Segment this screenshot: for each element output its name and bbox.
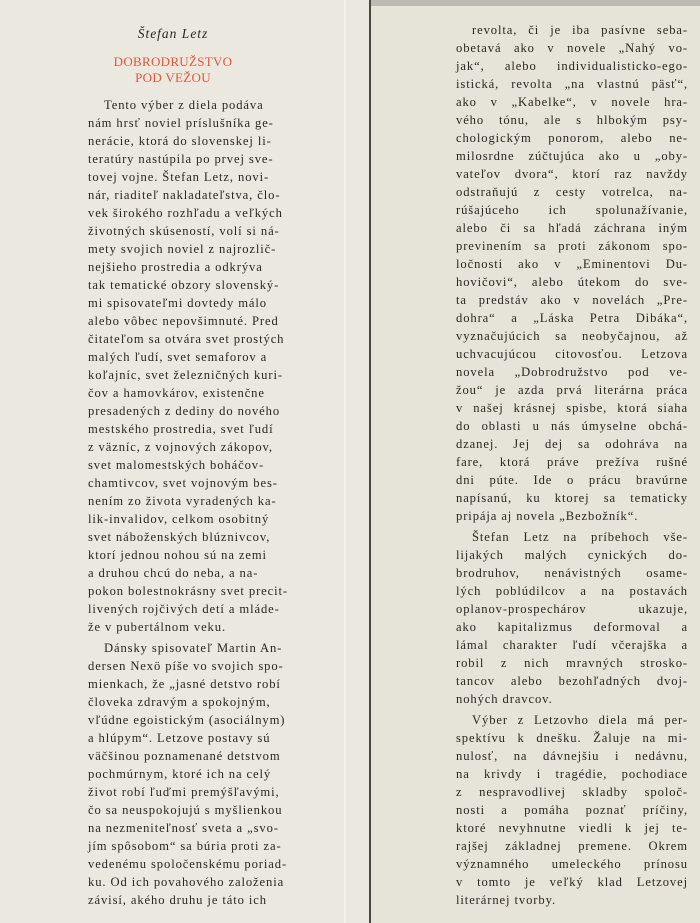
text-line: pokon bolestnokrásny svet precit-: [88, 584, 289, 598]
text-line: mi spisovateľmi dovtedy málo: [88, 296, 267, 310]
text-line: pripája aj novela „Bezbožník“.: [456, 509, 639, 523]
text-line: malých ľudí, svet semaforov a: [88, 350, 268, 364]
text-line: ločnosti ako v „Eminentovi Du-: [456, 257, 688, 271]
text-line: hovičovi“, alebo útekom do sve-: [456, 275, 688, 289]
text-line: nosti a pomáha poznať príčiny,: [456, 803, 688, 817]
paragraph: [456, 528, 688, 708]
flap-edge: [344, 0, 346, 923]
text-line: žou“ je azda prvá literárna práca: [456, 383, 688, 397]
text-line: vľúdne egoistickým (asociálnym): [88, 713, 286, 727]
text-line: čov a hamovkárov, existenčne: [88, 386, 265, 400]
text-line: mienkach, že „jasné detstvo robí: [88, 677, 281, 691]
text-line: presadených z dediny do nového: [88, 404, 281, 418]
text-line: v našej krásnej spisbe, ktorá siaha: [456, 401, 688, 415]
text-line: z väzníc, z vojnových zákopov,: [88, 440, 273, 454]
text-line: dohra“ a „Láska Petra Dibáka“,: [456, 311, 688, 325]
text-line: nohých dravcov.: [456, 692, 553, 706]
text-line: napísanú, ku ktorej sa tematicky: [456, 491, 688, 505]
text-line: jím spôsobom“ sa búria proti za-: [88, 839, 282, 853]
text-line: spektívu k dnešku. Žaluje na mi-: [456, 731, 688, 745]
text-line: dni púte. Ide o prácu bravúrne: [456, 473, 688, 487]
text-line: milosrdne zúčtujúca ako u „oby-: [456, 149, 688, 163]
text-line: mestského prostredia, svet ľudí: [88, 422, 274, 436]
text-line: lijakých malých cynických do-: [456, 548, 688, 562]
text-line: nulosť, na dávnejšiu i nedávnu,: [456, 749, 688, 763]
text-line: ktoré nevyhnutne viedli k jej te-: [456, 821, 688, 835]
text-line: do oblasti u nás úmyselne obchá-: [456, 419, 688, 433]
text-line: chamtivcov, svet vojnovým bes-: [88, 476, 278, 490]
text-line: vateľov dvora“, ktorí raz navždy: [456, 167, 688, 181]
text-line: ako v „Kabelke“, v novele hra-: [456, 95, 688, 109]
text-line: svet náboženských blúznivcov,: [88, 530, 271, 544]
text-line: nár, riaditeľ nakladateľstva, člo-: [88, 188, 281, 202]
text-line: ku. Od ich povahového založenia: [88, 875, 285, 889]
text-line: vedenému spoločenskému poriad-: [88, 857, 288, 871]
text-line: ktorí jednou nohou sú na zemi: [88, 548, 267, 562]
text-line: Tento výber z diela podáva: [104, 98, 264, 112]
text-line: alebo vôbec nepovšimnuté. Pred: [88, 314, 279, 328]
text-line: závisí, akého druhu je táto ich: [88, 893, 267, 907]
text-line: revolta, či je iba pasívne seba-: [472, 23, 688, 37]
text-line: mety svojich noviel z najrozlič-: [88, 242, 277, 256]
text-line: z nespravodlivej skladby spoloč-: [456, 785, 688, 799]
text-line: dzanej. Jej dej sa odohráva na: [456, 437, 688, 451]
text-line: livených rojčivých detí a mláde-: [88, 602, 280, 616]
text-line: odstraňujú z cesty votrelca, na-: [456, 185, 688, 199]
text-line: teratúry nastúpila po prvej sve-: [88, 152, 274, 166]
text-line: chologickým ponorom, alebo ne-: [456, 131, 688, 145]
text-line: vyznačujúcich sa neobyčajnou, až: [456, 329, 688, 343]
text-line: vého tónu, ale s hlbokým psy-: [456, 113, 688, 127]
text-line: Dánsky spisovateľ Martin An-: [104, 641, 283, 655]
text-line: rajšej základnej premene. Okrem: [456, 839, 688, 853]
text-line: lik-invalidov, celkom osobitný: [88, 512, 270, 526]
paragraph: [88, 639, 288, 909]
text-line: tovej vojne. Štefan Letz, novi-: [88, 170, 270, 184]
text-line: vek širokého rozhľadu a veľkých: [88, 206, 283, 220]
text-line: lých poblúdilcov a na postavách: [456, 584, 688, 598]
text-line: na nezmeniteľnosť sveta a „svo-: [88, 821, 279, 835]
text-line: väčšinou poznamenané detstvom: [88, 749, 281, 763]
text-line: a hlúpym“. Letzove postavy sú: [88, 731, 271, 745]
right-column-text: [456, 21, 688, 909]
text-line: Štefan Letz na príbehoch vše-: [472, 530, 688, 544]
text-line: čo sa neuspokojujú s myšlienkou: [88, 803, 283, 817]
text-line: Výber z Letzovho diela má per-: [472, 713, 688, 727]
text-line: človeka zdravým a spokojným,: [88, 695, 271, 709]
text-line: na krivdy i tragédie, pochodiace: [456, 767, 688, 781]
text-line: tak tematické obzory slovenský-: [88, 278, 280, 292]
text-line: koľajníc, svet železničných kuri-: [88, 368, 283, 382]
text-line: novela „Dobrodružstvo pod ve-: [456, 365, 688, 379]
text-line: ako kapitalizmus deformoval a: [456, 620, 688, 634]
text-line: nám hrsť noviel príslušníka ge-: [88, 116, 274, 130]
book-title: [78, 54, 268, 86]
author-name: Štefan Letz: [137, 26, 209, 41]
text-line: nerácie, ktorá do slovenskej li-: [88, 134, 272, 148]
text-line: brodruhov, nenávistných osame-: [456, 566, 688, 580]
text-line: fare, ktorá práve prežíva rušné: [456, 455, 688, 469]
text-line: tancov alebo bezohľadných dvoj-: [456, 674, 688, 688]
text-line: alebo či sa hľadá záchrana iným: [456, 221, 688, 235]
text-line: istická, revolta „na vlastnú päsť“,: [456, 77, 688, 91]
text-line: previnením sa proti zákonom spo-: [456, 239, 688, 253]
text-line: oplanov-prospechárov ukazuje,: [456, 602, 688, 616]
text-line: jak“, alebo individualisticko-ego-: [456, 59, 688, 73]
title-line: POD VEŽOU: [135, 70, 211, 85]
text-line: životných skúseností, volí si ná-: [88, 224, 280, 238]
text-line: rúšajúceho ich spolunažívanie,: [456, 203, 688, 217]
text-line: uchvacujúcou citovosťou. Letzova: [456, 347, 688, 361]
text-line: ta predstáv ako v novelách „Pre-: [456, 293, 688, 307]
paragraph: [456, 711, 688, 909]
text-line: nením zo života vyradených ka-: [88, 494, 277, 508]
text-line: dersen Nexö píše vo svojich spo-: [88, 659, 284, 673]
paragraph: [456, 21, 688, 525]
text-line: svet malomestských boháčov-: [88, 458, 265, 472]
text-line: a druhou chcú do neba, a na-: [88, 566, 259, 580]
text-line: že v pubertálnom veku.: [88, 620, 227, 634]
paragraph: [88, 96, 289, 636]
text-line: robil z nich mravných strosko-: [456, 656, 688, 670]
text-line: v tomto je veľký klad Letzovej: [456, 875, 688, 889]
top-shadow: [370, 0, 700, 6]
fold-line: [369, 0, 371, 923]
text-line: významného umeleckého prínosu: [456, 857, 688, 871]
title-line: DOBRODRUŽSTVO: [113, 54, 233, 69]
text-line: pochmúrnym, ktoré ich na celý: [88, 767, 272, 781]
text-line: obetavá ako v novele „Nahý vo-: [456, 41, 688, 55]
text-line: literárnej tvorby.: [456, 893, 557, 907]
text-line: lámal charakter ľudí včerajška a: [456, 638, 688, 652]
text-line: nejšieho prostredia a odkrýva: [88, 260, 263, 274]
left-column-text: [88, 96, 289, 909]
text-line: život robí ľuďmi premýšľavými,: [88, 785, 280, 799]
text-line: čitateľom sa otvára svet prostých: [88, 332, 285, 346]
